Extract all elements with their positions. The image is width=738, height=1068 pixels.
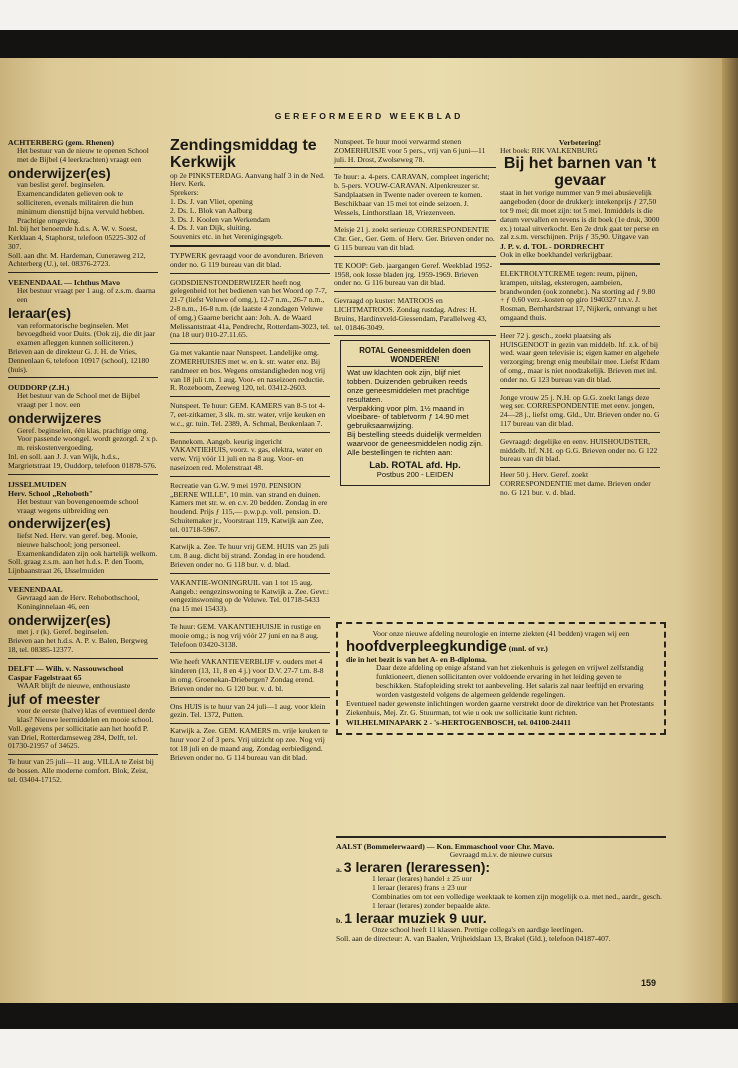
classified-ad: Nunspeet. Te huur: GEM. KAMERS van 8-5 tot 4-7, eet-zitkamer, 3 slk. m. str. water, vrije keuken en w.c., gr. tuin. Tel. 2389, A. Schmal, Beukenlaan 7. — [170, 400, 330, 432]
ad-subtitle: op 2e PINKSTERDAG. Aanvang half 3 in de Ned. Herv. Kerk. — [170, 170, 325, 189]
section-title: 1 leraar muziek 9 uur. — [344, 909, 487, 926]
rotal-lab: Lab. ROTAL afd. Hp. — [369, 460, 461, 472]
correction-label: Verbetering! — [558, 138, 602, 147]
ad-title: leraar(es) — [8, 304, 72, 321]
ad-heading: VEENENDAAL — Ichthus Mavo — [8, 278, 120, 288]
rotal-address: Postbus 200 - LEIDEN — [376, 470, 454, 480]
classified-ad: TYPWERK gevraagd voor de avonduren. Brieven onder no. G 119 bureau van dit blad. — [170, 250, 330, 274]
section-b — [336, 911, 666, 926]
section-label: b. — [336, 915, 343, 925]
rotal-body: Bij bestelling steeds duidelijk vermelden waarvoor de geneesmiddelen nodig zijn. Alle bestellingen te richten aan: — [347, 429, 483, 457]
rotal-body: Verpakking voor plm. 1½ maand in vloeibare- of tabletvorm ƒ 14.90 met gebruiksaanwijzing. — [347, 403, 469, 431]
ad-body: van reformatorische beginselen. Met bevoegdheid voor Duits. (Ook zij, die dit jaar examen afleggen kunnen solliciteren.) — [17, 320, 156, 348]
classified-ad: Bennekom. Aangeb. keurig ingericht VAKANTIEHUIS, voorz. v. gas, elektra, water en verw. Vrij vóór 11 juli en na 8 aug. Voor- en naseizoen red. Molenstraat 48. — [170, 436, 330, 477]
ad-title: onderwijzer(es) — [8, 515, 111, 532]
section-a — [336, 860, 666, 875]
page-number: 159 — [641, 978, 657, 988]
classified-ad: Heer 72 j. gesch., zoekt plaatsing als HUISGENOOT in gezin van middelb. ltf. z.k. of bij wed. waar geen televisie is; eigen kamer en algehele verzorging; brengt enig meubilair mee. Liefst R'dam of omg., maar is niet noodzakelijk. Brieven met inl. onder no. G 123 bureau van dit blad. — [500, 330, 660, 389]
ad-body: van beslist geref. beginselen. Examencandidaten gelieven ook te solliciteren, evenals militairen die hun minimum diensttijd bijna vervuld hebben. Prachtige omgeving. — [17, 180, 145, 225]
bookstore-line: Ook in elke boekhandel verkrijgbaar. — [500, 250, 613, 260]
ad-title: hoofdverpleegkundige — [346, 637, 507, 655]
column-1 — [8, 136, 158, 785]
ad-veenendaal-rehoboth — [8, 583, 158, 659]
ad-contact: Soll. graag z.s.m. aan het h.d.s. P. den Toom, Lijnbaanstraat 26, IJsselmuiden — [8, 557, 144, 576]
classified-ad: Te huur: a. 4-pers. CARAVAN, compleet ingericht; b. 5-pers. VOUW-CARAVAN. Alpenkreuzer sr. Sandplaatsen in Twente nader overeen te komen. Beschikbaar van 15 mei tot einde seizoen. J. Wessels, Linthorstlaan 18, Vriezenveen. — [334, 171, 496, 221]
ad-body: Geref. beginselen, één klas, prachtige omg. Voor passende woongel. wordt gezorgd. 2 x p. m. reiskostenvergoeding. — [17, 425, 158, 453]
ad-info: Inl. bij het benoemde h.d.s. A. W. v. Soest, Kerklaan 4, Staphorst, telefoon 05225-302 of 307. — [8, 224, 146, 251]
classified-ad: Te huur: GEM. VAKANTIEHUISJE in rustige en mooie omg.; is nog vrij vóór 27 juni en na 8 aug. Telefoon 03420-3138. — [170, 621, 330, 653]
ad-veenendaal-ichthus — [8, 276, 158, 378]
column-4 — [500, 136, 660, 498]
rotal-ad — [340, 340, 490, 486]
classified-ad: Heer 50 j. Herv. Geref. zoekt CORRESPONDENTIE met dame. Brieven onder no. G 121 bur. v. d. blad. — [500, 470, 651, 497]
ad-heading: OUDDORP (Z.H.) — [8, 383, 70, 393]
ad-heading: ACHTERBERG (gem. Rhenen) — [8, 138, 114, 147]
ad-title: onderwijzer(es) — [8, 164, 111, 181]
divider — [347, 366, 483, 367]
ad-body: liefst Ned. Herv. van geref. beg. Mooie, nieuwe halschool; jong personeel. Examenkandidaten zijn ook hartelijk welkom. — [17, 531, 158, 558]
ad-aalst — [336, 836, 666, 944]
ad-ouddorp — [8, 381, 158, 474]
classified-ad: TE KOOP: Geb. jaargangen Geref. Weekblad 1952-1958, ook losse bladen jrg. 1959-1969. Brieven onder no. G 116 bureau van dit blad. — [334, 260, 496, 292]
ad-achterberg — [8, 136, 158, 273]
ad-ijsselmuiden — [8, 478, 158, 580]
ad-title-row — [346, 639, 656, 655]
ad-intro: Het bestuur vraagt per 1 aug. of z.s.m. daarna een — [17, 286, 156, 305]
column-2 — [170, 136, 330, 762]
classified-ad: GODSDIENSTONDERWIJZER heeft nog gelegenheid tot het bedienen van het Woord op 7-7, 21-7 (liefst Veluwe of omg.), 12-7 n.m., 26-7 n.m., 2-8 n.m., 16-8 n.m. (de laatste 4 zondagen Veluwe of omg.) Gaarne bericht aan: Joh. A. de Waard Melissantstraat 41a, Pendrecht, Rotterdam-3023, tel. (na 18 uur) 010-27.11.65. — [170, 277, 330, 345]
ad-heading: IJSSELMUIDEN — [8, 479, 67, 489]
classified-ad: Katwijk a. Zee. Te huur vrij GEM. HUIS van 25 juli t.m. 8 aug. dicht bij strand. Zondag in ere houdend. Brieven onder no. G 118 bur. v. d. blad. — [170, 541, 330, 573]
ad-footer: Eventueel nader gewenste inlichtingen worden gaarne verstrekt door de direktrice van het Protestants Ziekenhuis, Mej. Zr. G. Stuurman, tot wie u ook uw sollicitatie kunt richten. — [346, 698, 654, 717]
ad-heading: VEENENDAAL — [8, 585, 63, 594]
ad-body: met j. r (k). Geref. beginselen. — [17, 627, 109, 637]
ad-contact: Brieven aan de direkteur G. J. H. de Vries, Dennenlaan 6, telefoon 10917 (school), 12180 (huis). — [8, 346, 150, 374]
ad-contact: Voll. gegevens per sollicitatie aan het hoofd P. van Driel, Rotterdamseweg 284, Delft, tel. 01730-21957 of 34625. — [8, 723, 149, 751]
speakers-label: Sprekers: — [170, 188, 199, 198]
ad-zendingsmiddag — [170, 136, 330, 247]
scan-frame-bottom — [0, 1003, 738, 1029]
section-label: a. — [336, 865, 342, 875]
ad-intro: Het bestuur van de nieuw te openen School met de Bijbel (4 leerkrachten) vraagt een — [17, 146, 149, 164]
classified-ad: Ons HUIS is te huur van 24 juli—1 aug. voor klein gezin. Tel. 1372, Putten. — [170, 701, 330, 725]
ad-villa-zeist: Te huur van 25 juli—11 aug. VILLA te Zeist bij de bossen. Alle moderne comfort. Blok, Zeist, tel. 03404-17152. — [8, 757, 154, 784]
rotal-body: Wat uw klachten ook zijn, blijf niet tobben. Duizenden gebruiken reeds onze geneesmiddelen met prachtige resultaten. — [347, 368, 470, 404]
ad-subtitle: die in het bezit is van het A- en B-diploma. — [346, 654, 487, 664]
ad-contact: Soll. aan dhr. M. Hardeman, Cuneraweg 212, Achterberg (U.), tel. 08376-2723. — [8, 250, 146, 269]
book-title: Bij het barnen van 't gevaar — [503, 154, 657, 189]
ad-heading: AALST (Bommelerwaard) — Kon. Emmaschool voor Chr. Mavo. — [336, 842, 555, 851]
speaker-line: 4. Ds. J. van Dijk, sluiting. — [170, 223, 252, 233]
ad-delft — [8, 662, 158, 756]
speaker-line: 3. Ds. J. Koolen van Werkendam — [170, 214, 271, 224]
ad-intro: Het bestuur van bovengenoemde school vraagt wegens uitbreiding een — [17, 496, 139, 515]
speaker-line: 1. Ds. J. van Vliet, opening — [170, 196, 253, 206]
ad-address: WILHELMINAPARK 2 - 's-HERTOGENBOSCH, tel. 04100-24411 — [346, 717, 571, 727]
ad-contact: Soll. aan de directeur: A. van Baalen, Vrijheidslaan 13, Brakel (Gld.), telefoon 04187-407. — [336, 933, 611, 943]
ad-subheading: Herv. School „Rehoboth" — [8, 488, 94, 498]
ad-contact: Inl. en soll. aan J. J. van Wijk, h.d.s., Margrietstraat 19, Ouddorp, telefoon 01878-576. — [8, 452, 157, 470]
section-line: 1 leraar (lerares) frans ± 23 uur — [372, 883, 467, 893]
classified-ad: Gevraagd: degelijke en eenv. HUISHOUDSTER, middelb. ltf. N.H. op G.G. Brieven onder no. G 122 bureau van dit blad. — [500, 436, 660, 468]
speaker-line: 2. Ds. L. Blok van Aalburg — [170, 205, 253, 215]
ad-intro: WAAR blijft de nieuwe, enthousiaste — [17, 680, 131, 690]
classified-ad: Gevraagd op kuster: MATROOS en LICHTMATROOS. Zondag rustdag. Adres: H. Bruins, Hardinxveld-Giessendam, Parallelweg 43, tel. 01846-3049. — [334, 295, 496, 336]
section-line: 1 leraar (lerares) handel ± 25 uur — [372, 874, 472, 884]
section-title: 3 leraren (leraressen): — [343, 859, 491, 876]
section-text: Onze school heeft 11 klassen. Prettige collega's en aardige leerlingen. — [372, 924, 584, 934]
ad-hoofdverpleegkundige — [336, 622, 666, 735]
publisher: J. P. v. d. TOL - DORDRECHT — [500, 242, 605, 252]
correction-text: staat in het vorige nummer van 9 mei abusievelijk aangeboden (door de drukker): intekenprijs ƒ 27,50 tot 9 mei; dit moet zijn: tot 5 mei. Inmiddels is die datum vervallen en tevens is dit boek (1e druk, 3000 ex.) totaal uitverkocht. Een 2e druk gaat ter perse en zal z.s.m. verschijnen. Prijs ƒ 35,90. Uitgave van — [500, 188, 660, 242]
ad-title: Zendingsmiddag te Kerkwijk — [170, 137, 317, 171]
classified-ad: Nunspeet. Te huur mooi verwarmd stenen ZOMERHUISJE voor 5 pers., vrij van 6 juni—11 juli. H. Drost, Zwolseweg 78. — [334, 136, 496, 168]
page-edge-shadow — [722, 58, 738, 1004]
ad-intro: Het bestuur van de School met de Bijbel vraagt per 1 nov. een — [17, 391, 140, 410]
ad-title: onderwijzeres — [8, 410, 102, 426]
classified-ad: Wie heeft VAKANTIEVERBLIJF v. ouders met 4 kinderen (13, 11, 8 en 4 j.) voor D.V. 27-7 t.m. 8-8 in omg. Groenekan-Driebergen? Zondag erend. Brieven onder no. G 120 bur. v. d. bl. — [170, 656, 330, 697]
ad-subheading: Gevraagd m.i.v. de nieuwe cursus — [449, 850, 553, 860]
ad-body: Daar deze afdeling op enige afstand van het ziekenhuis is gelegen en vrijwel zelfstandig funktioneert, dienen sollicitanten over voldoende ervaring in het leiding geven te beschikken. Stafopleiding strekt tot aanbeveling. Het salaris zal naar leeftijd en ervaring worden vastgesteld volgens de algemeen geldende regelingen. — [376, 662, 644, 699]
masthead: GEREFORMEERD WEEKBLAD — [274, 111, 464, 121]
ad-title: onderwijzer(es) — [8, 611, 111, 628]
classified-ad: Meisje 21 j. zoekt serieuze CORRESPONDENTIE Chr. Ger., Ger. Gem. of Herv. Ger. Brieven onder no. G 115 bureau van dit blad. — [334, 224, 496, 256]
classified-ad: Katwijk a. Zee. GEM. KAMERS m. vrije keuken te huur voor 2 of 3 pers. Vrij uitzicht op zee. Nog vrij tot 18 juli en de maand aug. Zondag eerbiedigend. Brieven onder no. G 114 bureau van dit blad. — [170, 726, 328, 762]
rotal-title: ROTAL Geneesmiddelen doen WONDEREN! — [359, 346, 471, 365]
souvenirs-line: Souvenirs etc. in het Verenigingsgeb. — [170, 232, 283, 242]
ad-title: juf of meester — [8, 690, 100, 707]
ad-heading: DELFT — Wilh. v. Nassouwschool — [8, 663, 124, 673]
column-3 — [334, 136, 496, 490]
scan-frame-top — [0, 30, 738, 58]
ad-verbetering — [500, 136, 660, 265]
section-line: Combinaties om tot een volledige weektaak te komen zijn mogelijk o.a. met ned., aardr., gesch. — [372, 892, 662, 901]
ad-intro: Voor onze nieuwe afdeling neurologie en interne ziekten (41 bedden) vragen wij een — [372, 629, 630, 638]
classified-ad: Jonge vrouw 25 j. N.H. op G.G. zoekt langs deze weg ser. CORRESPONDENTIE met eenv. jongen, 24—28 j., liefst omg. Gld., Utr. Brieven onder no. G 117 bureau van dit blad. — [500, 392, 660, 433]
ad-body: voor de eerste (halve) klas of eventueel derde klas? Nieuwe leermiddelen en mooie school. — [17, 706, 156, 725]
newspaper-page — [0, 58, 738, 1004]
classified-ad: ELEKTROLYTCREME tegen: reum, pijnen, krampen, uitslag, eksterogen, aambeien, brandwonden (ook zonnebr.). Na storting ad ƒ 9.80 + ƒ 0.60 verz.-kosten op giro 1940327 t.n.v. J. Rosman, Bernhardstraat 17, Nijkerk, ontvangt u het omgaand thuis. — [500, 268, 660, 327]
ad-intro: Gevraagd aan de Herv. Rehobothschool, Koninginnelaan 46, een — [17, 593, 140, 611]
section-line: 1 leraar (lerares) zonder bepaalde akte. — [372, 900, 491, 910]
classified-ad: Recreatie van G.W. 9 mei 1970. PENSION „BERNE WILLE", 10 min. van strand en duinen. Kamers met str. w. en c.v. 20 bedden. Zondag in ere houdend. Prijs ƒ 115,— p.w.p.p. voll. pension. D. Schuitemaker jr., Voorstraat 119, Katwijk aan Zee, tel. 01718-5967. — [170, 480, 330, 539]
classified-ad: VAKANTIE-WONINGRUIL van 1 tot 15 aug. Aangeb.: eengezinswoning te Katwijk a. Zee. Gevr.: eengezinswoning op de Veluwe. Tel. 01718-5433 (na 15 mei 15433). — [170, 577, 330, 618]
ad-title-suffix: (mnl. of vr.) — [508, 643, 548, 653]
book-line: Het boek: RIK VALKENBURG — [500, 146, 598, 156]
ad-contact: Brieven aan het h.d.s. A. P. v. Balen, Bergweg 18, tel. 08385-12377. — [8, 636, 148, 654]
ad-subheading: Caspar Fagelstraat 65 — [8, 672, 82, 682]
classified-ad: Ga met vakantie naar Nunspeet. Landelijke omg. ZOMERHUISJES met w. en k. str. water enz. Bij randmeer en bos. Wegens omstandigheden nog vrij van 18 juli t.m. 1 aug. Voor- en naseizoen reductie. R. Rozeboom, Zeeweg 120, tel. 03412-2603. — [170, 347, 330, 397]
